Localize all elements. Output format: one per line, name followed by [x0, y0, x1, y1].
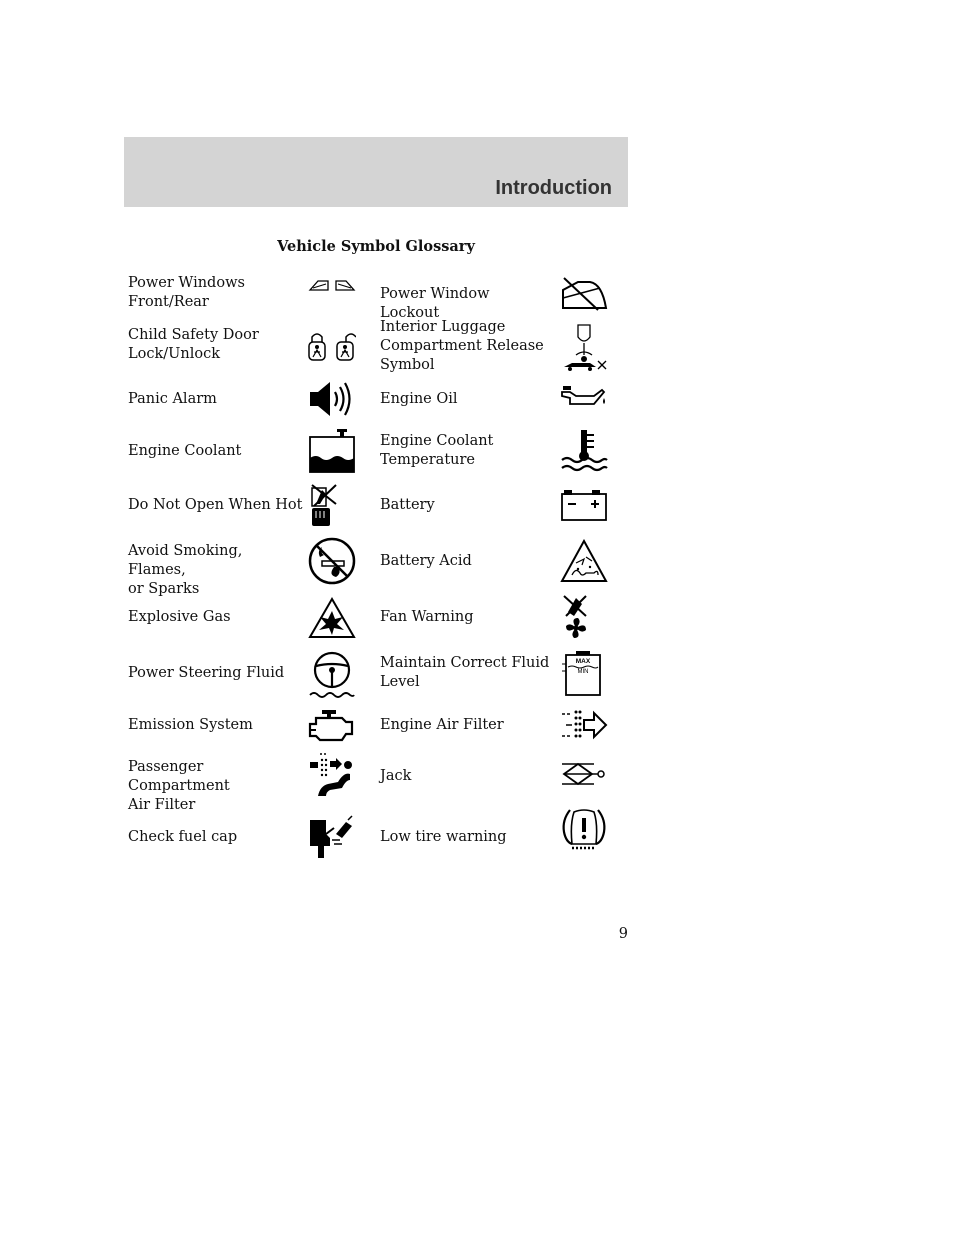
explosive-gas-icon: [308, 597, 356, 639]
emission-system-icon: [308, 708, 356, 744]
fan-warning-icon: [560, 594, 592, 640]
no-smoking-icon: [308, 537, 356, 585]
symbol-label: Interior Luggage Compartment Release Symbol: [380, 319, 544, 373]
symbol-label: Engine Oil: [380, 391, 458, 407]
symbol-label: Fan Warning: [380, 609, 474, 625]
symbol-label: Battery: [380, 497, 435, 513]
symbol-label: Maintain Correct Fluid Level: [380, 655, 550, 690]
low-tire-icon: [560, 808, 608, 854]
glossary-row: [124, 648, 628, 700]
symbol-label: Engine Air Filter: [380, 717, 504, 733]
symbol-label: Avoid Smoking, Flames, or Sparks: [128, 543, 243, 597]
do-not-open-hot-icon: [308, 482, 340, 528]
power-steering-icon: [308, 650, 356, 700]
symbol-label: Emission System: [128, 717, 253, 733]
jack-icon: [560, 760, 608, 788]
symbol-label: Power Window Lockout: [380, 286, 490, 321]
luggage-release-icon: [560, 323, 608, 373]
symbol-label: Engine Coolant: [128, 443, 242, 459]
glossary-row: [124, 594, 628, 640]
symbol-label: Battery Acid: [380, 553, 472, 569]
glossary-row: [124, 380, 628, 420]
symbol-label: Do Not Open When Hot: [128, 497, 303, 513]
symbol-label: Power Steering Fluid: [128, 665, 285, 681]
glossary-row: [124, 536, 628, 597]
symbol-label: Child Safety Door Lock/Unlock: [128, 327, 259, 362]
glossary-row: [124, 752, 628, 813]
symbol-label: Explosive Gas: [128, 609, 231, 625]
battery-acid-icon: [560, 539, 608, 583]
glossary-row: [124, 482, 628, 528]
glossary-heading: Vehicle Symbol Glossary: [277, 238, 475, 255]
symbol-label: Panic Alarm: [128, 391, 217, 407]
fluid-level-icon: [560, 650, 608, 698]
min-marker: MIN: [577, 669, 589, 675]
power-windows-icon: [308, 278, 356, 292]
glossary-row: [124, 808, 628, 862]
header-band: [124, 137, 628, 207]
glossary-row: [124, 318, 628, 376]
cabin-air-filter-icon: [308, 752, 356, 800]
engine-coolant-icon: [308, 428, 356, 474]
panic-alarm-icon: [308, 380, 356, 418]
symbol-label: Check fuel cap: [128, 829, 238, 845]
symbol-label: Jack: [380, 768, 412, 784]
max-marker: MAX: [575, 658, 591, 665]
engine-oil-icon: [560, 384, 608, 408]
glossary-row: [124, 706, 628, 746]
power-window-lockout-icon: [560, 276, 608, 312]
battery-icon: [560, 489, 608, 521]
section-title: Introduction: [495, 177, 612, 199]
coolant-temperature-icon: [560, 428, 608, 472]
symbol-label: Engine Coolant Temperature: [380, 433, 494, 468]
child-safety-lock-icon: [308, 330, 356, 362]
fuel-cap-icon: [308, 814, 356, 860]
page-number: 9: [618, 926, 628, 942]
symbol-label: Passenger Compartment Air Filter: [128, 759, 230, 813]
glossary-row: [124, 428, 628, 476]
glossary-row: [124, 274, 628, 320]
symbol-label: Power Windows Front/Rear: [128, 275, 245, 310]
symbol-label: Low tire warning: [380, 829, 507, 845]
engine-air-filter-icon: [560, 708, 608, 742]
